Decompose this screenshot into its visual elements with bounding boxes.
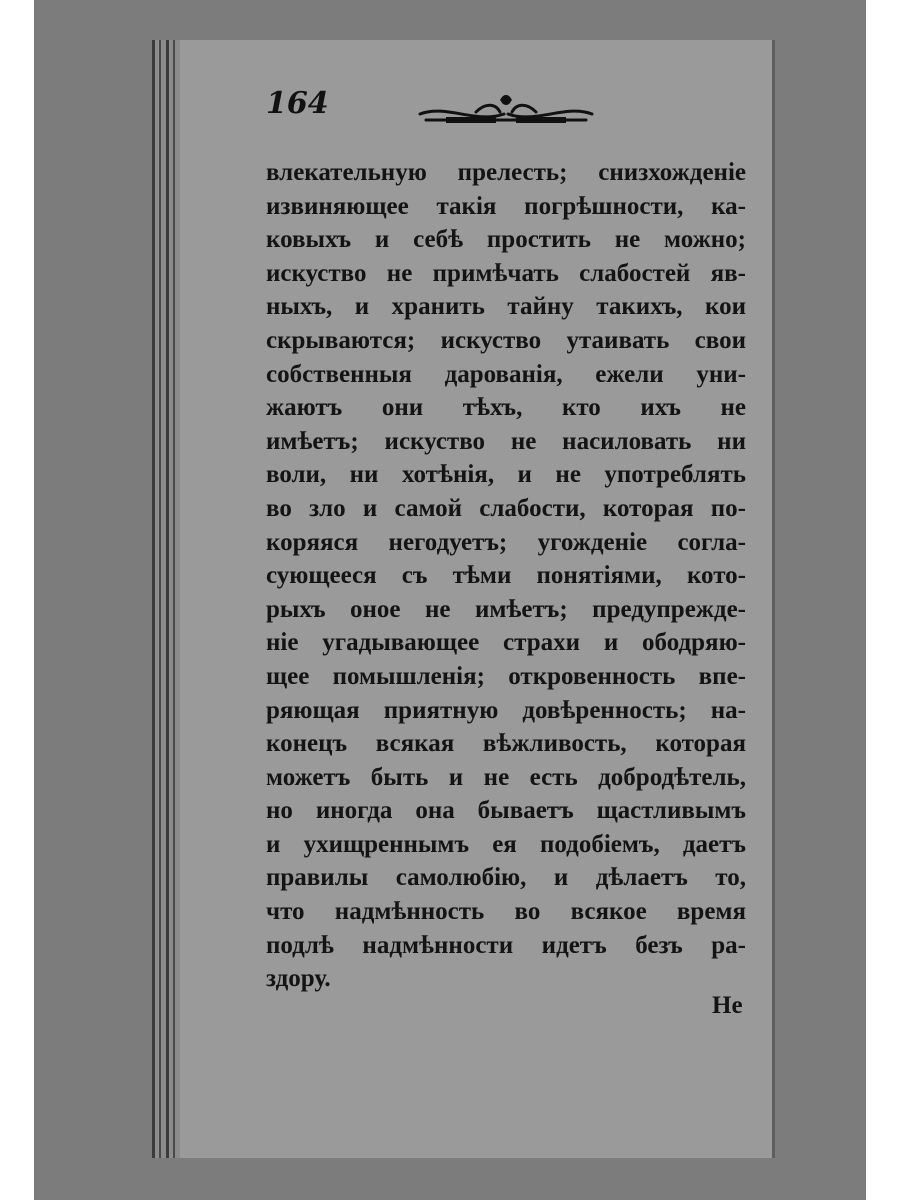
text-line: искуство не примѣчать слабостей яв- [266,259,746,287]
text-line: имѣетъ; искуство не насиловать ни [266,427,746,455]
text-line: правилы самолюбію, и дѣлаетъ то, [266,864,746,892]
text-line: рыхъ оное не имѣетъ; предупрежде- [266,595,746,623]
text-line: что надмѣнность во всякое время [266,898,746,926]
text-line: щее помышленія; откровенность впе- [266,662,746,690]
text-line: ряющая приятную довѣренность; на- [266,696,746,724]
text-line: воли, ни хотѣнія, и не употреблять [266,461,746,489]
catchword: Не [712,992,743,1019]
text-line: во зло и самой слабости, которая по- [266,494,746,522]
text-line: конецъ всякая вѣжливость, которая [266,730,746,758]
text-line: извиняющее такія погрѣшности, ка- [266,192,746,220]
text-line: собственныя дарованія, ежели уни- [266,360,746,388]
text-line: ныхъ, и хранить тайну такихъ, кои [266,293,746,321]
page-gutter [152,40,180,1158]
text-line: коряяся негодуетъ; угожденіе согла- [266,528,746,556]
text-line: можетъ быть и не есть добродѣтель, [266,763,746,791]
body-text [266,156,746,996]
page-number: 164 [266,86,329,121]
text-line: но иногда она бываетъ щастливымъ [266,797,746,825]
text-line: сующееся съ тѣми понятіями, кото- [266,562,746,590]
text-line: влекательную прелесть; снизхожденіе [266,159,746,186]
text-line: и ухищреннымъ ея подобіемъ, даетъ [266,830,746,858]
ornament-icon [416,90,596,132]
text-line: скрываются; искуство утаивать свои [266,326,746,354]
text-line: ніе угадывающее страхи и ободряю- [266,629,746,657]
text-line: ковыхъ и себѣ простить не можно; [266,226,746,254]
text-line: жаютъ они тѣхъ, кто ихъ не [266,394,746,422]
text-line: здору. [266,965,331,993]
text-line: подлѣ надмѣнности идетъ безъ ра- [266,931,746,959]
